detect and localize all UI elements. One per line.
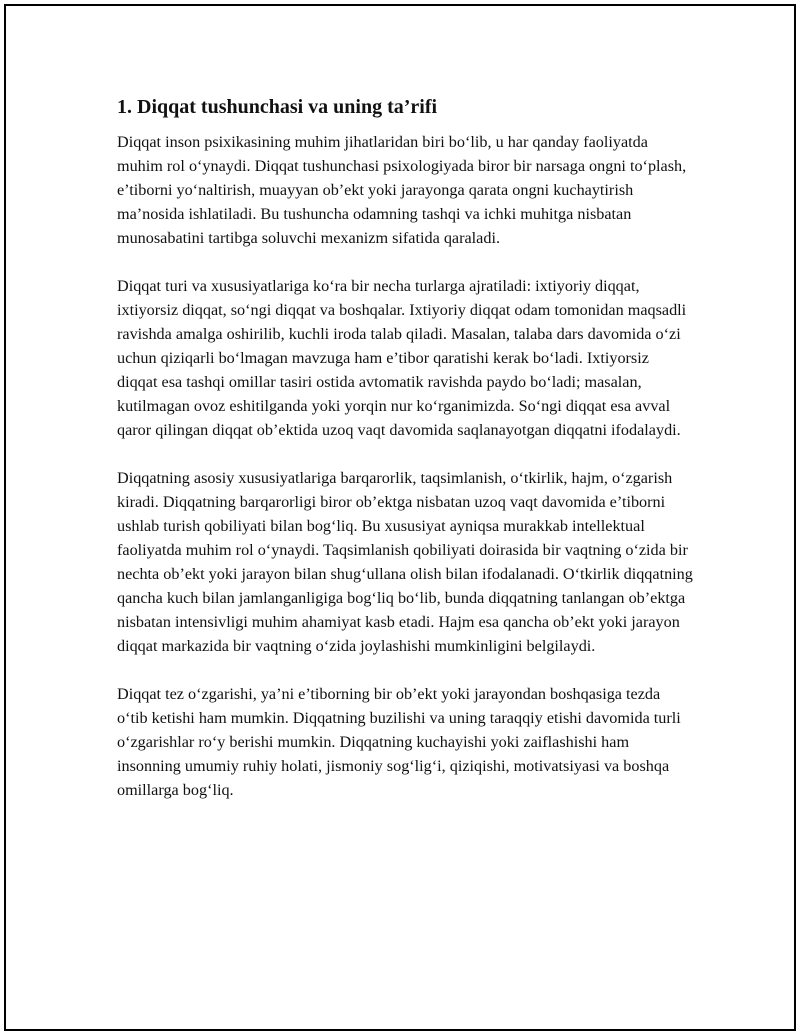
paragraph-properties: Diqqatning asosiy xususiyatlariga barqarorlik, taqsimlanish, o‘tkirlik, hajm, o‘zgarish kiradi. Diqqatning barqarorligi biror ob’ektga nisbatan uzoq vaqt davomida e’tiborni ushlab turish qobiliyati bilan bog‘liq. Bu xususiyat ayniqsa murakkab intellektual faoliyatda muhim rol o‘ynaydi. Taqsimlanish qobiliyati doirasida bir vaqtning o‘zida bir nechta ob’ekt yoki jarayon bilan shug‘ullana olish bilan ifodalanadi. O‘tkirlik diqqatning qancha kuch bilan jamlanganligiga bog‘liq bo‘lib, bunda diqqatning tanlangan ob’ektga nisbatan intensivligi muhim ahamiyat kasb etadi. Hajm esa qancha ob’ekt yoki jarayon diqqat markazida bir vaqtning o‘zida joylashishi mumkinligini belgilaydi. xyxy=(117,469,693,655)
section-heading: 1. Diqqat tushunchasi va uning ta’rifi xyxy=(117,96,438,118)
paragraph-definition: Diqqat inson psixikasining muhim jihatlaridan biri bo‘lib, u har qanday faoliyatda muhim rol o‘ynaydi. Diqqat tushunchasi psixologiyada biror bir narsaga ongni to‘plash, e’tiborni yo‘naltirish, muayyan ob’ekt yoki jarayonga qarata ongni kuchaytirish ma’nosida ishlatiladi. Bu tushuncha odamning tashqi va ichki muhitga nisbatan munosabatini tartibga soluvchi mexanizm sifatida qaraladi. xyxy=(117,133,687,247)
paragraph-types: Diqqat turi va xususiyatlariga ko‘ra bir necha turlarga ajratiladi: ixtiyoriy diqqat, ixtiyorsiz diqqat, so‘ngi diqqat va boshqalar. Ixtiyoriy diqqat odam tomonidan maqsadli ravishda amalga oshirilib, kuchli iroda talab qiladi. Masalan, talaba dars davomida o‘zi uchun qiziqarli bo‘lmagan mavzuga ham e’tibor qaratishi kerak bo‘ladi. Ixtiyorsiz diqqat esa tashqi omillar tasiri ostida avtomatik ravishda paydo bo‘ladi; masalan, kutilmagan ovoz eshitilganda yoki yorqin nur ko‘rganimizda. So‘ngi diqqat esa avval qaror qilingan diqqat ob’ektida uzoq vaqt davomida saqlanayotgan diqqatni ifodalaydi. xyxy=(117,277,687,439)
document-body xyxy=(117,93,693,826)
paragraph-changes: Diqqat tez o‘zgarishi, ya’ni e’tiborning bir ob’ekt yoki jarayondan boshqasiga tezda o‘tib ketishi ham mumkin. Diqqatning buzilishi va uning taraqqiy etishi davomida turli o‘zgarishlar ro‘y berishi mumkin. Diqqatning kuchayishi yoki zaiflashishi ham insonning umumiy ruhiy holati, jismoniy sog‘lig‘i, qiziqishi, motivatsiyasi va boshqa omillarga bog‘liq. xyxy=(117,685,681,799)
